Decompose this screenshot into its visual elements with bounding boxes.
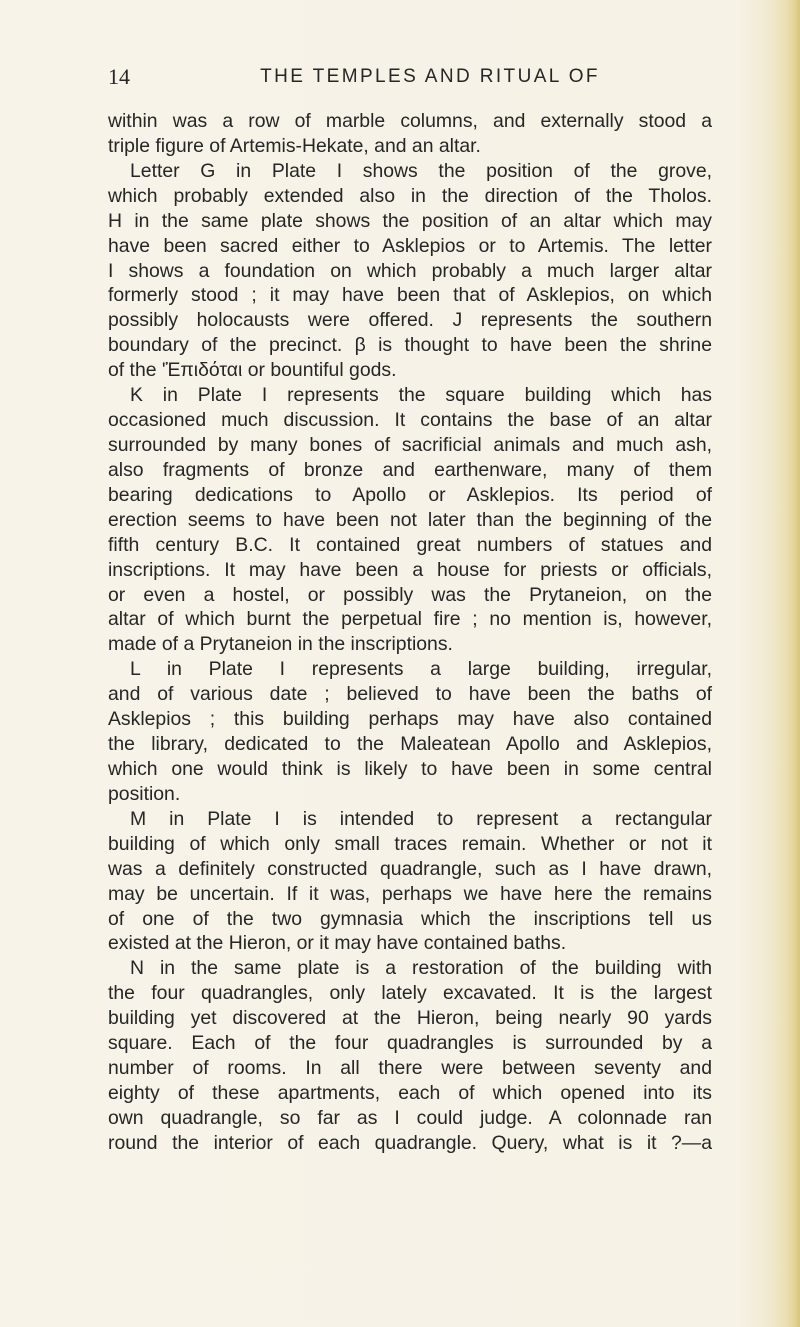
text-line: bearing dedications to Apollo or Asklepios. Its period of [108,483,712,506]
text-line: erection seems to have been not later than the beginning of the [108,508,712,531]
text-line: of the 'Ἐπιδόται or bountiful gods. [108,359,397,382]
text-line: which probably extended also in the direction of the Tholos. [108,184,712,207]
text-line: building yet discovered at the Hieron, being nearly 90 yards [108,1007,712,1030]
text-line: I shows a foundation on which probably a much larger altar [108,259,712,282]
text-line: building of which only small traces remain. Whether or not it [108,832,712,855]
page-edge-discoloration [786,0,800,1327]
text-line: number of rooms. In all there were between seventy and [108,1057,712,1080]
text-line: square. Each of the four quadrangles is surrounded by a [108,1032,712,1055]
text-line: H in the same plate shows the position of an altar which may [108,209,712,232]
text-line: L in Plate I represents a large building, irregular, [130,658,712,681]
text-line: M in Plate I is intended to represent a rectangular [130,807,712,830]
text-line: inscriptions. It may have been a house for priests or officials, [108,558,712,581]
text-line: or even a hostel, or possibly was the Prytaneion, on the [108,583,712,606]
text-line: existed at the Hieron, or it may have contained baths. [108,932,567,955]
text-line: also fragments of bronze and earthenware, many of them [108,458,712,481]
running-head: THE TEMPLES AND RITUAL OF [260,66,600,87]
text-line: the library, dedicated to the Maleatean Apollo and Asklepios, [108,733,712,756]
page-number: 14 [108,64,130,89]
text-line: which one would think is likely to have been in some central [108,757,712,780]
text-line: surrounded by many bones of sacrificial animals and much ash, [108,433,712,456]
text-line: was a definitely constructed quadrangle, such as I have drawn, [108,857,712,880]
text-line: Letter G in Plate I shows the position of the grove, [130,159,712,182]
text-line: boundary of the precinct. β is thought to have been the shrine [108,334,712,357]
text-line: within was a row of marble columns, and externally stood a [108,110,712,132]
text-line: have been sacred either to Asklepios or to Artemis. The letter [108,234,712,257]
text-line: occasioned much discussion. It contains the base of an altar [108,409,712,432]
text-line: position. [108,782,181,805]
text-line: fifth century B.C. It contained great numbers of statues and [108,533,712,556]
text-line: round the interior of each quadrangle. Query, what is it ?—a [108,1131,712,1154]
text-line: may be uncertain. If it was, perhaps we have here the remains [108,882,712,905]
text-line: formerly stood ; it may have been that of Asklepios, on which [108,284,712,307]
page-header [108,62,712,92]
text-line: Asklepios ; this building perhaps may have also contained [108,708,712,731]
text-line: K in Plate I represents the square building which has [130,384,712,407]
text-line: N in the same plate is a restoration of the building with [130,957,712,980]
text-line: possibly holocausts were offered. J represents the southern [108,309,712,332]
text-line: the four quadrangles, only lately excavated. It is the largest [108,982,712,1005]
text-line: altar of which burnt the perpetual fire ; no mention is, however, [108,608,712,631]
body-text [108,109,712,1156]
text-line: made of a Prytaneion in the inscriptions. [108,633,453,656]
text-line: of one of the two gymnasia which the inscriptions tell us [108,907,712,930]
text-line: and of various date ; believed to have been the baths of [108,683,712,706]
text-line: own quadrangle, so far as I could judge. A colonnade ran [108,1106,712,1129]
text-line: eighty of these apartments, each of which opened into its [108,1081,712,1104]
text-line: triple figure of Artemis-Hekate, and an altar. [108,134,481,157]
